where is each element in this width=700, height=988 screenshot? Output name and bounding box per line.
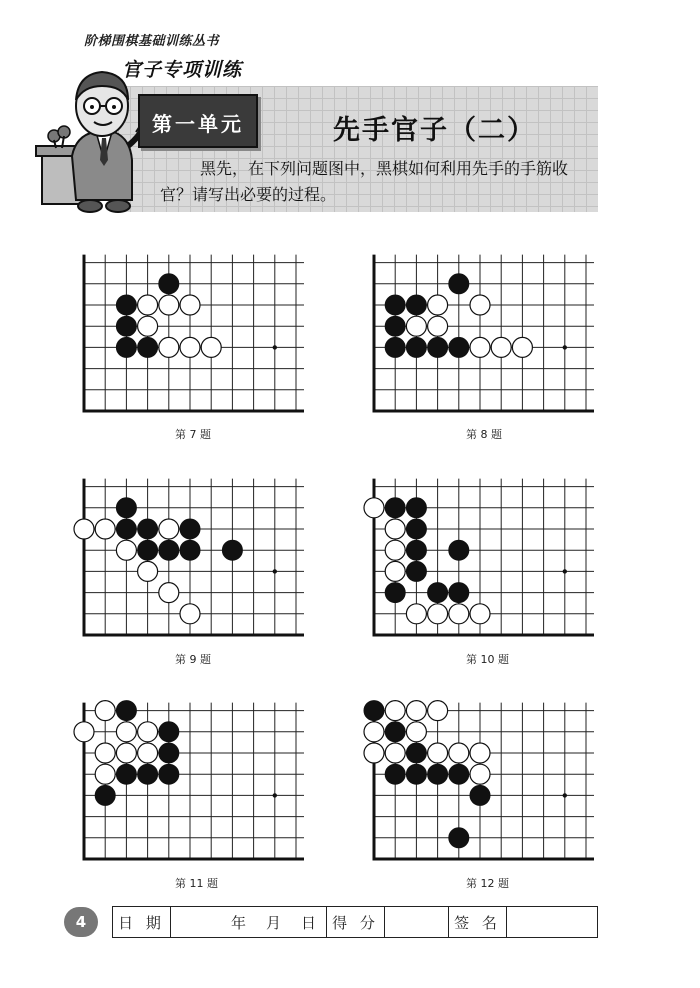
black-stone	[116, 701, 136, 721]
black-stone	[138, 519, 158, 539]
score-label-cell: 得 分	[327, 907, 385, 937]
white-stone	[406, 604, 426, 624]
white-stone	[116, 743, 136, 763]
black-stone	[180, 519, 200, 539]
black-stone	[449, 828, 469, 848]
black-stone	[180, 540, 200, 560]
white-stone	[116, 540, 136, 560]
black-stone	[385, 337, 405, 357]
sign-field[interactable]	[507, 907, 597, 937]
white-stone	[449, 604, 469, 624]
black-stone	[116, 295, 136, 315]
black-stone	[406, 295, 426, 315]
unit-label: 第一单元	[152, 112, 244, 136]
black-stone	[385, 764, 405, 784]
black-stone	[138, 764, 158, 784]
sign-label-cell: 签 名	[449, 907, 507, 937]
white-stone	[180, 337, 200, 357]
white-stone	[138, 316, 158, 336]
star-point	[563, 569, 567, 573]
star-point	[563, 793, 567, 797]
black-stone	[385, 498, 405, 518]
white-stone	[159, 295, 179, 315]
year-label: 年	[230, 913, 246, 932]
black-stone	[406, 519, 426, 539]
problem-caption: 第 9 题	[175, 653, 211, 666]
white-stone	[406, 316, 426, 336]
black-stone	[116, 519, 136, 539]
white-stone	[180, 295, 200, 315]
go-diagram	[72, 676, 312, 866]
instruction-text: 黑先，在下列问题图中，黑棋如何利用先手的手筋收官？请写出必要的过程。	[160, 159, 569, 204]
black-stone	[428, 583, 448, 603]
black-stone	[364, 701, 384, 721]
white-stone	[406, 701, 426, 721]
series-title: 阶梯围棋基础训练丛书	[84, 34, 220, 49]
black-stone	[95, 785, 115, 805]
white-stone	[470, 764, 490, 784]
black-stone	[138, 337, 158, 357]
white-stone	[201, 337, 221, 357]
white-stone	[364, 498, 384, 518]
problem-caption: 第 12 题	[466, 877, 509, 890]
unit-badge	[138, 94, 258, 148]
black-stone	[449, 274, 469, 294]
white-stone	[74, 722, 94, 742]
white-stone	[138, 743, 158, 763]
month-label: 月	[265, 913, 281, 932]
day-label: 日	[300, 913, 316, 932]
white-stone	[74, 519, 94, 539]
white-stone	[470, 295, 490, 315]
problem-caption: 第 8 题	[466, 428, 502, 441]
black-stone	[449, 337, 469, 357]
white-stone	[95, 764, 115, 784]
black-stone	[470, 785, 490, 805]
star-point	[273, 569, 277, 573]
white-stone	[428, 295, 448, 315]
white-stone	[470, 743, 490, 763]
lesson-title: 先手官子（二）	[333, 115, 536, 146]
white-stone	[180, 604, 200, 624]
white-stone	[428, 743, 448, 763]
white-stone	[159, 583, 179, 603]
black-stone	[406, 337, 426, 357]
black-stone	[406, 561, 426, 581]
go-diagram	[72, 228, 312, 418]
white-stone	[116, 722, 136, 742]
white-stone	[159, 337, 179, 357]
white-stone	[364, 722, 384, 742]
black-stone	[116, 337, 136, 357]
black-stone	[385, 722, 405, 742]
white-stone	[470, 604, 490, 624]
black-stone	[116, 498, 136, 518]
problem-caption: 第 10 题	[466, 653, 509, 666]
white-stone	[138, 295, 158, 315]
go-diagram	[362, 676, 602, 866]
score-field[interactable]	[385, 907, 449, 937]
white-stone	[470, 337, 490, 357]
white-stone	[428, 316, 448, 336]
black-stone	[385, 316, 405, 336]
black-stone	[116, 316, 136, 336]
black-stone	[449, 764, 469, 784]
go-diagram	[362, 228, 602, 418]
white-stone	[95, 701, 115, 721]
white-stone	[385, 540, 405, 560]
black-stone	[159, 722, 179, 742]
black-stone	[385, 583, 405, 603]
teacher-illustration	[32, 60, 144, 220]
black-stone	[406, 743, 426, 763]
white-stone	[138, 722, 158, 742]
black-stone	[159, 743, 179, 763]
white-stone	[406, 722, 426, 742]
black-stone	[385, 295, 405, 315]
problem-caption: 第 11 题	[175, 877, 218, 890]
black-stone	[428, 337, 448, 357]
date-label-cell: 日 期	[113, 907, 171, 937]
star-point	[273, 345, 277, 349]
black-stone	[138, 540, 158, 560]
white-stone	[95, 519, 115, 539]
page-number-badge: 4	[64, 907, 98, 937]
black-stone	[406, 540, 426, 560]
record-table	[112, 906, 598, 938]
white-stone	[159, 519, 179, 539]
star-point	[273, 793, 277, 797]
problem-caption: 第 7 题	[175, 428, 211, 441]
white-stone	[385, 743, 405, 763]
black-stone	[406, 764, 426, 784]
white-stone	[512, 337, 532, 357]
white-stone	[95, 743, 115, 763]
white-stone	[449, 743, 469, 763]
white-stone	[385, 701, 405, 721]
white-stone	[428, 701, 448, 721]
black-stone	[159, 540, 179, 560]
white-stone	[491, 337, 511, 357]
black-stone	[406, 498, 426, 518]
black-stone	[449, 540, 469, 560]
white-stone	[428, 604, 448, 624]
white-stone	[385, 519, 405, 539]
date-field[interactable]	[171, 907, 327, 937]
book-title: 官子专项训练	[122, 59, 243, 81]
go-diagram	[362, 452, 602, 642]
black-stone	[428, 764, 448, 784]
white-stone	[364, 743, 384, 763]
black-stone	[159, 274, 179, 294]
go-diagram	[72, 452, 312, 642]
black-stone	[159, 764, 179, 784]
black-stone	[222, 540, 242, 560]
star-point	[563, 345, 567, 349]
white-stone	[385, 561, 405, 581]
black-stone	[116, 764, 136, 784]
white-stone	[138, 561, 158, 581]
black-stone	[449, 583, 469, 603]
